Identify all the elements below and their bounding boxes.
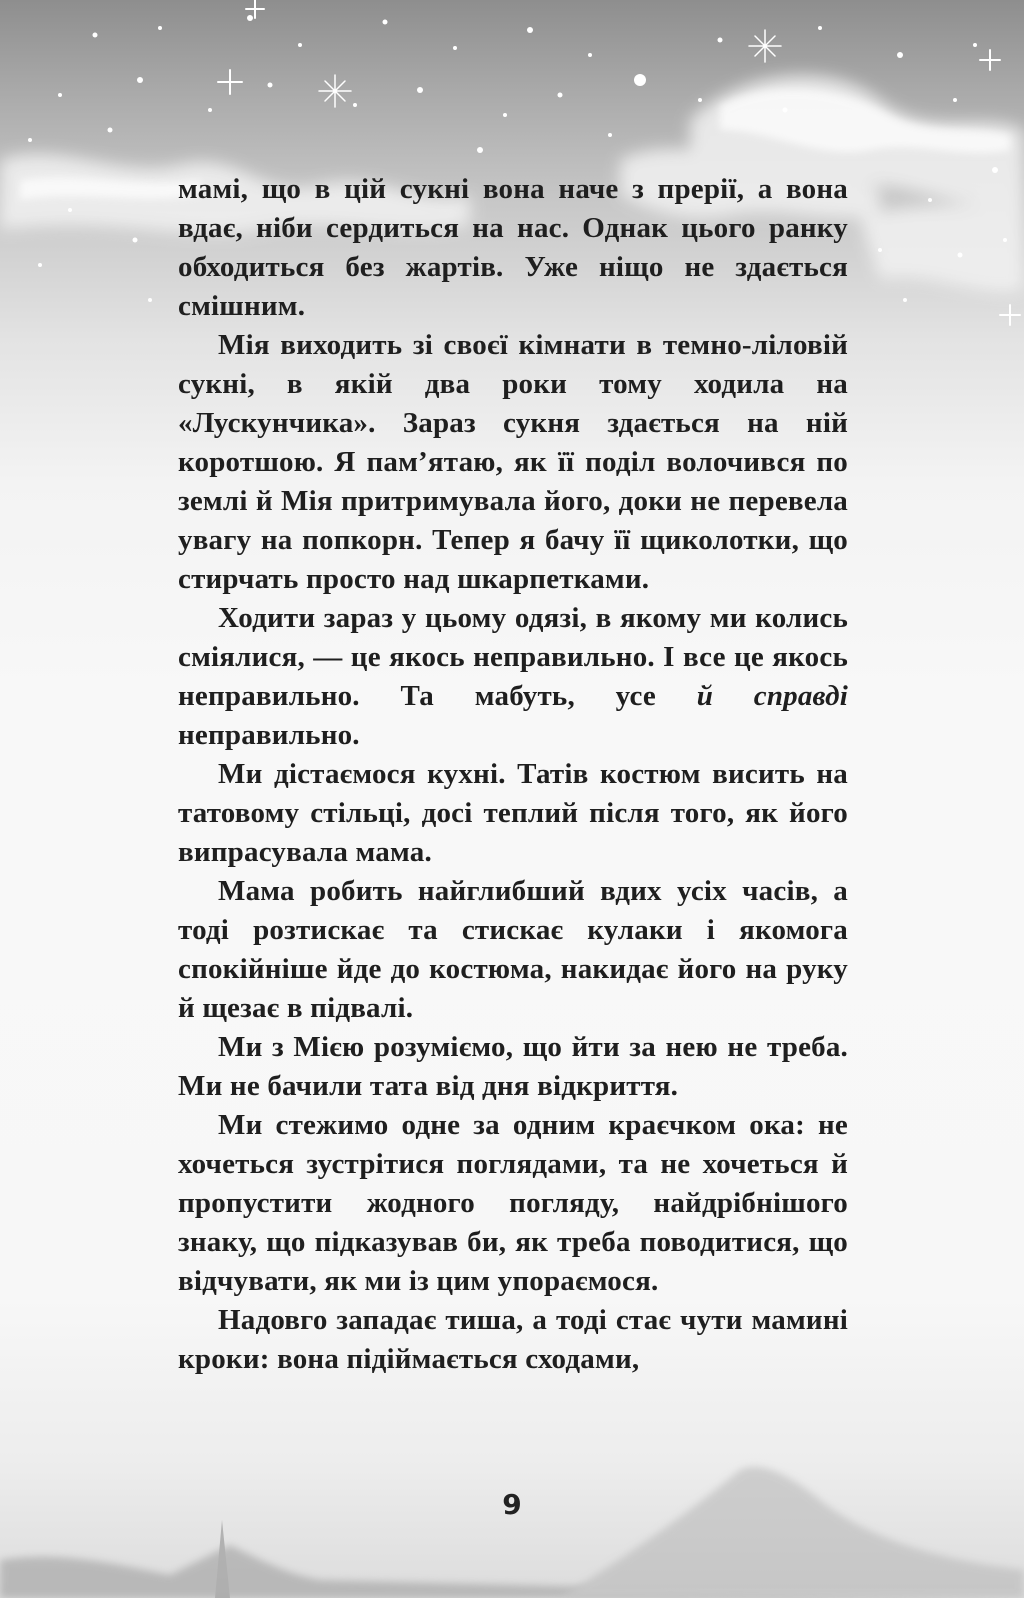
paragraph: Надовго западає тиша, а тоді стає чути мамині кроки: вона підіймається сходами, [178, 1304, 848, 1375]
paragraph: мамі, що в цій сукні вона наче з прерії, а вона вдає, ніби сердиться на нас. Однак цього ранку обходиться без жартів. Уже ніщо не здається смішним. [178, 173, 848, 322]
paragraph: Ми дістаємося кухні. Татів костюм висить на татовому стільці, досі теплий після того, як його випрасувала мама. [178, 758, 848, 868]
emphasis-text: й справді [696, 680, 848, 712]
paragraph-text: неправильно. [178, 719, 360, 751]
mountains [0, 1467, 1024, 1598]
page-number: 9 [502, 1488, 522, 1521]
paragraph: Мама робить найглибший вдих усіх часів, а тоді розтискає та стискає кулаки і якомога спокійніше йде до костюма, накидає його на руку й щезає в підвалі. [178, 875, 848, 1024]
paragraph-text: Ходити зараз у цьому одязі, в якому ми колись сміялися, — це якось неправильно. І все це якось неправильно. Та мабуть, усе [178, 602, 848, 712]
paragraph: Ми стежимо одне за одним краєчком ока: не хочеться зустрітися поглядами, та не хочеться й пропустити жодного погляду, найдрібнішого знаку, що підказував би, як треба поводитися, що відчувати, як ми із цим упораємося. [178, 1109, 848, 1297]
paragraph: Ми з Мією розуміємо, що йти за нею не треба. Ми не бачили тата від дня відкриття. [178, 1031, 848, 1102]
paragraph: Мія виходить зі своєї кімнати в темно-ліловій сукні, в якій два роки тому ходила на «Лускунчика». Зараз сукня здається на ній коротшою. Я пам’ятаю, як її поділ волочився по землі й Мія притримувала його, доки не перевела увагу на попкорн. Тепер я бачу її щиколотки, що стирчать просто над шкарпетками. [178, 329, 848, 595]
body-text [178, 170, 848, 1379]
paragraph [178, 599, 848, 755]
